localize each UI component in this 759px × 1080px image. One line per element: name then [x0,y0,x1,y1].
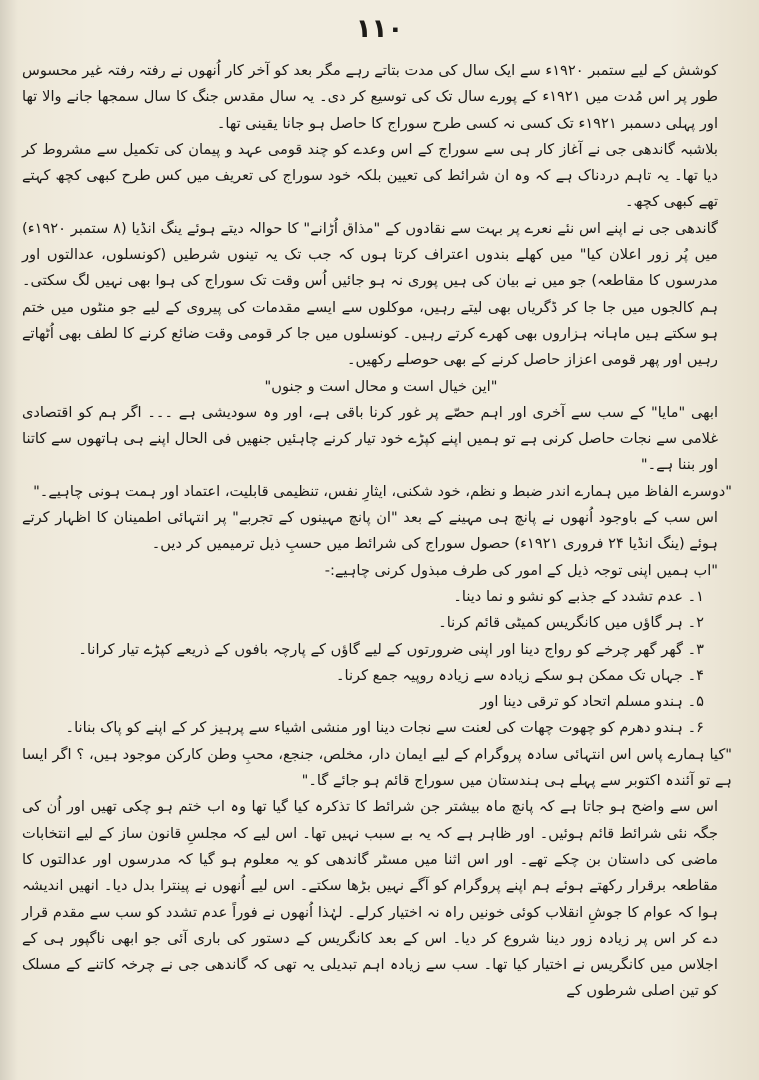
list-item: ۳۔ گھر گھر چرخے کو رواج دینا اور اپنی ضرورتوں کے لیے گاؤں کے پارچہ بافوں کے ذریعے کپڑے تیار کرانا۔ [78,640,704,658]
list-item: ۱۔ عدم تشدد کے جذبے کو نشو و نما دینا۔ [453,587,704,605]
paragraph-3: گاندھی جی نے اپنے اس نئے نعرے پر بہت سے نقادوں کے "مذاق اُڑانے" کا حوالہ دیتے ہوئے ینگ انڈیا (۸ ستمبر ۱۹۲۰ء) میں پُر زور اعلان کیا" میں کھلے بندوں اعتراف کرتا ہوں کہ جب تک یہ تینوں شرطیں (کونسلوں، عدالتوں اور مدرسوں کا مقاطعہ) جو میں نے بیان کی ہیں پوری نہ ہو جائیں اُس وقت تک سوراج کی ہوا بھی نہیں لگ سکتی۔ ہم کالجوں میں جا جا کر ڈگریاں بھی لیتے رہیں، موکلوں سے ایسے مقدمات کی پیروی کے لیے جو منٹوں میں ختم ہو سکتے ہیں ماہانہ ہزاروں بھی کھرے کرتے رہیں۔ کونسلوں میں جا کر قومی وقت ضائع کرنے کا لطف بھی اُٹھاتے رہیں اور پھر قومی اعزاز حاصل کرنے کے بھی حوصلے رکھیں۔ [22,219,719,369]
paragraph-6: اس سب کے باوجود اُنھوں نے پانچ ہی مہینے کے بعد "ان پانچ مہینوں کے تجربے" پر انتہائی اطمینان کا اظہار کرتے ہوئے (ینگ انڈیا ۲۴ فروری ۱۹۲۱ء) حصول سوراج کی شرائط میں حسبِ ذیل ترمیمیں کر دیں۔ [22,509,718,553]
persian-verse: "این خیال است و محال است و جنوں" [264,377,498,395]
list-item: ۶۔ ہندو دھرم کو چھوت چھات کی لعنت سے نجات دینا اور منشی اشیاء سے پرہیز کر کے اپنے کو پاک بنانا۔ [65,719,704,737]
paragraph-2: بلاشبہ گاندھی جی نے آغاز کار ہی سے سوراج کے اس وعدے کو چند قومی عہد و پیمان کی تکمیل سے مشروط کر دیا تھا۔ یہ تاہم دردناک ہے کہ وہ ان شرائط کی تعیین بلکہ خود سوراج کی تعریف میں کس طرح کبھی کچھ کہتے تھے کبھی کچھ۔ [22,140,718,211]
list-item: ۲۔ ہر گاؤں میں کانگریس کمیٹی قائم کرنا۔ [438,614,704,632]
list-item: ۵۔ ہندو مسلم اتحاد کو ترقی دینا اور [480,693,704,711]
conditions-list [22,584,740,742]
page-number: ١١٠ [355,14,404,44]
paragraph-5-quote: "دوسرے الفاظ میں ہمارے اندر ضبط و نظم، خود شکنی، ایثارِ نفس، تنظیمی قابلیت، اعتماد اور ہمت ہونی چاہیے۔" [33,482,732,500]
page-body-text [22,58,740,1068]
paragraph-8-quote: "کیا ہمارے پاس اس انتہائی سادہ پروگرام کے لیے ایمان دار، مخلص، جنجع، محبِ وطن کارکن موجود ہیں، ؟ اگر ایسا ہے تو آئندہ اکتوبر سے پہلے ہی ہندستان میں سوراج قائم ہو جائے گا۔" [22,745,732,790]
paragraph-4: ابھی "مایا" کے سب سے آخری اور اہم حصّے پر غور کرنا باقی ہے، اور وہ سودیشی ہے ۔۔۔ اگر ہم کو اقتصادی غلامی سے نجات حاصل کرنی ہے تو ہمیں اپنے کپڑے خود تیار کرنے چاہئیں جنھیں فی الحال اپنے ہی ہاتھوں سے کاتنا اور بننا ہے۔" [22,403,718,474]
list-item: ۴۔ جہاں تک ممکن ہو سکے زیادہ سے زیادہ روپیہ جمع کرنا۔ [335,666,704,684]
page-gutter-shadow [0,0,18,1080]
paragraph-7-quote-intro: "اب ہمیں اپنی توجہ ذیل کے امور کی طرف مبذول کرنی چاہیے:- [324,561,718,579]
paragraph-9: اس سے واضح ہو جاتا ہے کہ پانچ ماہ بیشتر جن شرائط کا تذکرہ کیا گیا تھا وہ اب ختم ہو چکی تھیں اور اُن کی جگہ نئی شرائط قائم ہوئیں۔ اور ظاہر ہے کہ یہ بے سبب نہیں تھا۔ اس لیے کہ مجلسِ قانون ساز کے لیے انتخابات ماضی کی داستان بن چکے تھے۔ اور اس اثنا میں مسٹر گاندھی کو یہ معلوم ہو گیا کہ مدرسوں اور عدالتوں کا مقاطعہ برقرار رکھتے ہوئے ہم اپنے پروگرام کو آگے نہیں بڑھا سکتے۔ اس لیے اُنھوں نے پینترا بدل دیا۔ انھیں اندیشہ ہوا کہ عوام کا جوشِ انقلاب کوئی خونیں راہ نہ اختیار کرلے۔ لہٰذا اُنھوں نے فوراً عدم تشدد کو سب سے مقدم قرار دے کر اس پر زیادہ زور دینا شروع کر دیا۔ اس کے بعد کانگریس کے دستور کی باری آئی جو ابھی ناگپور ہی کے اجلاس میں کانگریس نے اختیار کیا تھا۔ سب سے زیادہ اہم تبدیلی یہ تھی کہ گاندھی جی نے چرخہ کاتنے کے مسلک کو تین اصلی شرطوں کے [22,798,718,1000]
paragraph-1: کوشش کے لیے ستمبر ۱۹۲۰ء سے ایک سال کی مدت بتاتے رہے مگر بعد کو آخر کار اُنھوں نے رفتہ رفتہ غیر محسوس طور پر اس مُدت میں ۱۹۲۱ء کے پورے سال تک کی توسیع کر دی۔ یہ سال مقدس جنگ کا سال سمجھا جانے والا تھا اور پہلی دسمبر ۱۹۲۱ء تک کسی نہ کسی طرح سوراج کا حاصل ہو جانا یقینی تھا۔ [22,62,718,132]
